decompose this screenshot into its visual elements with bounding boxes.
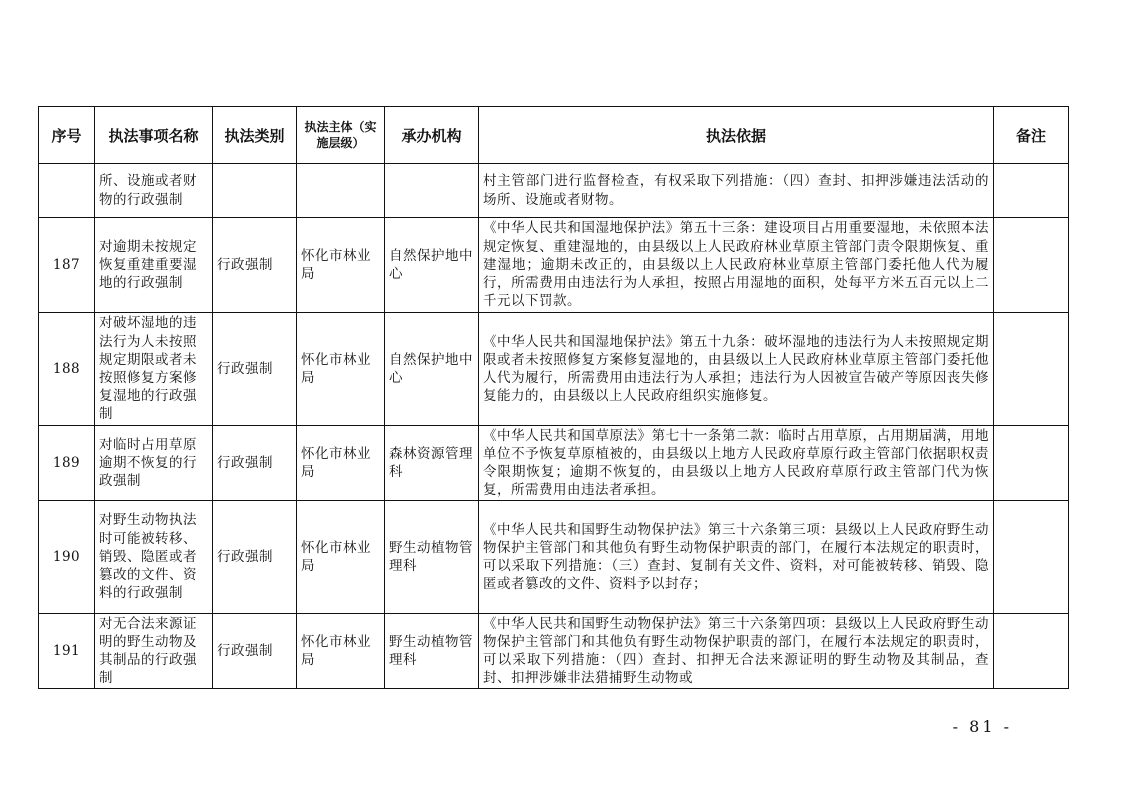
row-number: 190 (39, 501, 95, 614)
row-item-name: 对破坏湿地的违法行为人未按照规定期限或者未按照修复方案修复湿地的行政强制 (95, 313, 213, 426)
enforcement-table (38, 106, 1069, 689)
table-row (39, 313, 1069, 426)
row-remark (994, 501, 1069, 614)
row-item-name: 对逾期未按规定恢复重建重要湿地的行政强制 (95, 218, 213, 313)
header-basis: 执法依据 (479, 107, 994, 164)
row-category: 行政强制 (213, 426, 297, 501)
row-item-name: 所、设施或者财物的行政强制 (95, 164, 213, 218)
row-agency: 野生动植物管理科 (385, 501, 479, 614)
row-subject: 怀化市林业局 (297, 313, 385, 426)
row-remark (994, 426, 1069, 501)
row-subject: 怀化市林业局 (297, 614, 385, 689)
row-subject: 怀化市林业局 (297, 218, 385, 313)
row-number: 189 (39, 426, 95, 501)
table-row (39, 426, 1069, 501)
row-remark (994, 164, 1069, 218)
header-agency: 承办机构 (385, 107, 479, 164)
row-category: 行政强制 (213, 313, 297, 426)
row-number: 191 (39, 614, 95, 689)
row-category: 行政强制 (213, 501, 297, 614)
row-agency: 森林资源管理科 (385, 426, 479, 501)
header-seq: 序号 (39, 107, 95, 164)
row-subject (297, 164, 385, 218)
row-remark (994, 614, 1069, 689)
row-basis: 《中华人民共和国野生动物保护法》第三十六条第三项：县级以上人民政府野生动物保护主管部门和其他负有野生动物保护职责的部门，在履行本法规定的职责时，可以采取下列措施：（三）查封、复制有关文件、资料，对可能被转移、销毁、隐匿或者篡改的文件、资料予以封存； (479, 501, 994, 614)
row-number (39, 164, 95, 218)
row-subject: 怀化市林业局 (297, 501, 385, 614)
row-item-name: 对野生动物执法时可能被转移、销毁、隐匿或者篡改的文件、资料的行政强制 (95, 501, 213, 614)
header-item-name: 执法事项名称 (95, 107, 213, 164)
table-row (39, 218, 1069, 313)
row-basis: 《中华人民共和国草原法》第七十一条第二款：临时占用草原，占用期届满，用地单位不予恢复草原植被的，由县级以上地方人民政府草原行政主管部门依据职权责令限期恢复；逾期不恢复的，由县级以上地方人民政府草原行政主管部门代为恢复，所需费用由违法者承担。 (479, 426, 994, 501)
row-remark (994, 218, 1069, 313)
row-number: 188 (39, 313, 95, 426)
row-agency (385, 164, 479, 218)
row-category: 行政强制 (213, 218, 297, 313)
row-remark (994, 313, 1069, 426)
row-basis: 《中华人民共和国野生动物保护法》第三十六条第四项：县级以上人民政府野生动物保护主管部门和其他负有野生动物保护职责的部门，在履行本法规定的职责时，可以采取下列措施：（四）查封、扣押无合法来源证明的野生动物及其制品，查封、扣押涉嫌非法猎捕野生动物或 (479, 614, 994, 689)
table-header-row (39, 107, 1069, 164)
row-basis: 《中华人民共和国湿地保护法》第五十三条：建设项目占用重要湿地，未依照本法规定恢复、重建湿地的，由县级以上人民政府林业草原主管部门责令限期恢复、重建湿地；逾期未改正的，由县级以上人民政府林业草原主管部门委托他人代为履行，所需费用由违法行为人承担，按照占用湿地的面积，处每平方米五百元以上二千元以下罚款。 (479, 218, 994, 313)
row-subject: 怀化市林业局 (297, 426, 385, 501)
row-basis: 村主管部门进行监督检查，有权采取下列措施：（四）查封、扣押涉嫌违法活动的场所、设施或者财物。 (479, 164, 994, 218)
row-number: 187 (39, 218, 95, 313)
row-item-name: 对临时占用草原逾期不恢复的行政强制 (95, 426, 213, 501)
row-category (213, 164, 297, 218)
row-basis: 《中华人民共和国湿地保护法》第五十九条：破坏湿地的违法行为人未按照规定期限或者未按照修复方案修复湿地的，由县级以上人民政府林业草原主管部门委托他人代为履行，所需费用由违法行为人承担；违法行为人因被宣告破产等原因丧失修复能力的，由县级以上人民政府组织实施修复。 (479, 313, 994, 426)
row-agency: 自然保护地中心 (385, 218, 479, 313)
row-category: 行政强制 (213, 614, 297, 689)
row-agency: 野生动植物管理科 (385, 614, 479, 689)
table-row (39, 164, 1069, 218)
page-number: - 81 - (952, 717, 1012, 736)
row-item-name: 对无合法来源证明的野生动物及其制品的行政强制 (95, 614, 213, 689)
header-subject: 执法主体（实施层级） (297, 107, 385, 164)
row-agency: 自然保护地中心 (385, 313, 479, 426)
header-remark: 备注 (994, 107, 1069, 164)
table-row (39, 501, 1069, 614)
header-category: 执法类别 (213, 107, 297, 164)
table-row (39, 614, 1069, 689)
